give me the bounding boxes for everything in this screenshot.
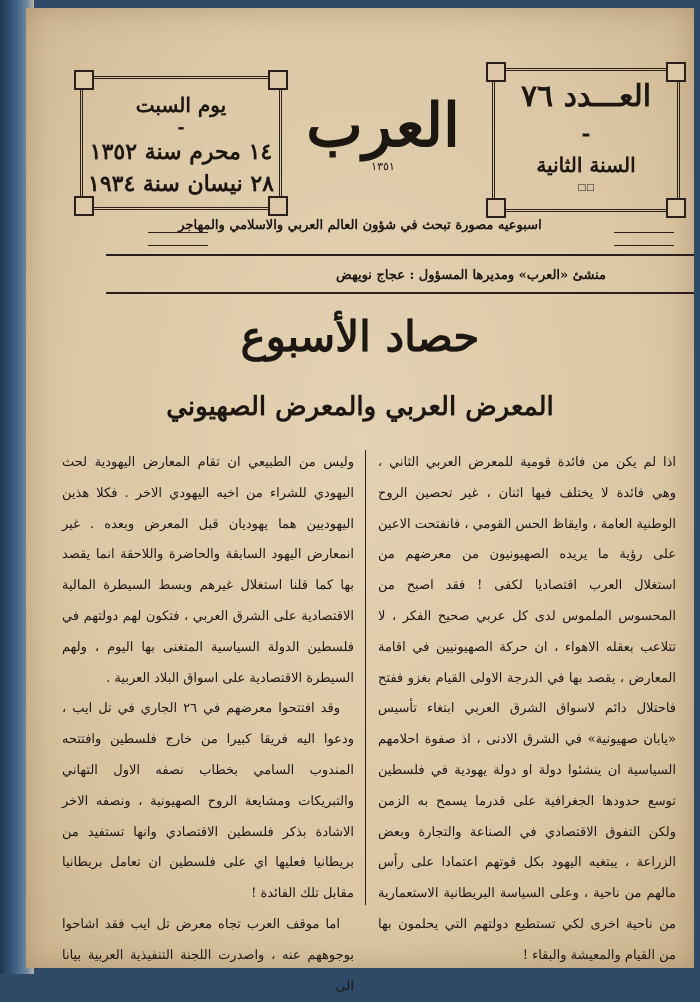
column-divider xyxy=(365,450,366,905)
divider-line xyxy=(106,254,694,256)
logo-text: العرب xyxy=(306,91,460,161)
date-box xyxy=(80,76,282,210)
issue-year: السنة الثانية xyxy=(536,153,636,177)
tagline: اسبوعيه مصورة تبحث في شؤون العالم العربي والاسلامي والمهاجر xyxy=(178,218,542,233)
divider-line xyxy=(106,292,694,294)
article-headline: المعرض العربي والمعرض الصهيوني xyxy=(166,392,554,422)
paragraph: وقد افتتحوا معرضهم في ٢٦ الجاري في تل ايب ، ودعوا اليه فريقا كبيرا من خارج فلسطين وافتتحه المندوب السامي بخطاب نصفه الاول التهاني والتبريكات ومشايعة الروح الصهيونية ، ونصفه الاخر الاشادة بذكر فلسطين الاقتصادي وانها تستفيد من بريطانيا فعليها اي على فلسطين ان تعامل بريطانيا مقابل تلك الفائدة ! xyxy=(62,701,354,902)
newspaper-page xyxy=(26,8,694,994)
ornament-dash: - xyxy=(581,121,591,147)
masthead-logo xyxy=(288,86,478,196)
editor-line: منشئ «العرب» ومديرها المسؤول : عجاج نويهض xyxy=(336,268,606,283)
paragraph: اما موقف العرب تجاه معرض تل ايب فقد اشاحوا بوجوههم عنه ، واصدرت اللجنة التنفيذية العربية بيانا الى xyxy=(62,916,354,994)
day-of-week: يوم السبت xyxy=(135,93,227,117)
ornament-dots: □□ xyxy=(577,183,595,193)
section-title: حصاد الأسبوع xyxy=(240,312,480,361)
hijri-date: ١٤ محرم سنة ١٣٥٢ xyxy=(89,139,273,165)
tagline-ornament-right xyxy=(614,232,674,246)
paragraph: وليس من الطبيعي ان تقام المعارض اليهودية لحث اليهودي للشراء من اخيه اليهودي الاخر . فكلا هذين اليهوديين هما يهوديان قبل المعرض وبعده . غير انمعارض اليهود السابقة والحاضرة واللاحقة انما يقصد بها كما قلنا استغلال غيرهم وبسط السيطرة المالية الاقتصادية على الشرق العربي ، فتكون لهم دولتهم في فلسطين الدولة السياسية المتغنى بها اليوم ، ولهم السيطرة الاقتصادية على اسواق البلاد العربية . xyxy=(62,455,354,686)
gregorian-date: ٢٨ نيسان سنة ١٩٣٤ xyxy=(88,171,274,197)
paragraph: اذا لم يكن من فائدة قومية للمعرض العربي الثاني ، وهي فائدة لا يختلف فيها اثنان ، غير تحصين الروح الوطنية العامة ، وايقاظ الحس القومي ، فانفتحت الاعين على رؤية ما يريده الصهيونيون من معرضهم من استغلال العرب اقتصاديا لكفى ! فقد اصبح من المحسوس الملموس لدى كل عربي صحيح الفكر ، لا تتلاعب بعقله الاهواء ، ان حركة الصهيونيين في اقامة المعارض ، يقصد بها في الدرجة الاولى القيام بغزو ففتح فاحتلال دائم لاسواق الشرق العربي ابتغاء تأسيس «يابان صهيونية» في الشرق الادنى ، اذ صفوة احلامهم السياسية ان ينشئوا دولة او دولة يهودية في فلسطين توسع حدودها الجغرافية على قدرما يسمح به الزمن ولكن التفوق الاقتصادي في الصناعة والتجارة وبعض الزراعة ، يبتغيه اليهود بكل قوتهم اعتمادا على رأس مالهم من ناحية ، وعلى السياسة البريطانية الاستعمارية من ناحية اخرى لكي تستطيع دولتهم التي يحلمون بها من القيام والمعيشة والبقاء ! xyxy=(378,455,676,963)
article-column-left xyxy=(62,448,354,1002)
tagline-ornament-left xyxy=(148,232,208,246)
issue-number: العـــدد ٧٦ xyxy=(520,79,652,114)
ornament-dash: - xyxy=(177,117,185,138)
issue-info-box xyxy=(492,68,680,212)
article-column-right xyxy=(378,448,676,972)
logo-year: ١٣٥١ xyxy=(371,160,395,173)
